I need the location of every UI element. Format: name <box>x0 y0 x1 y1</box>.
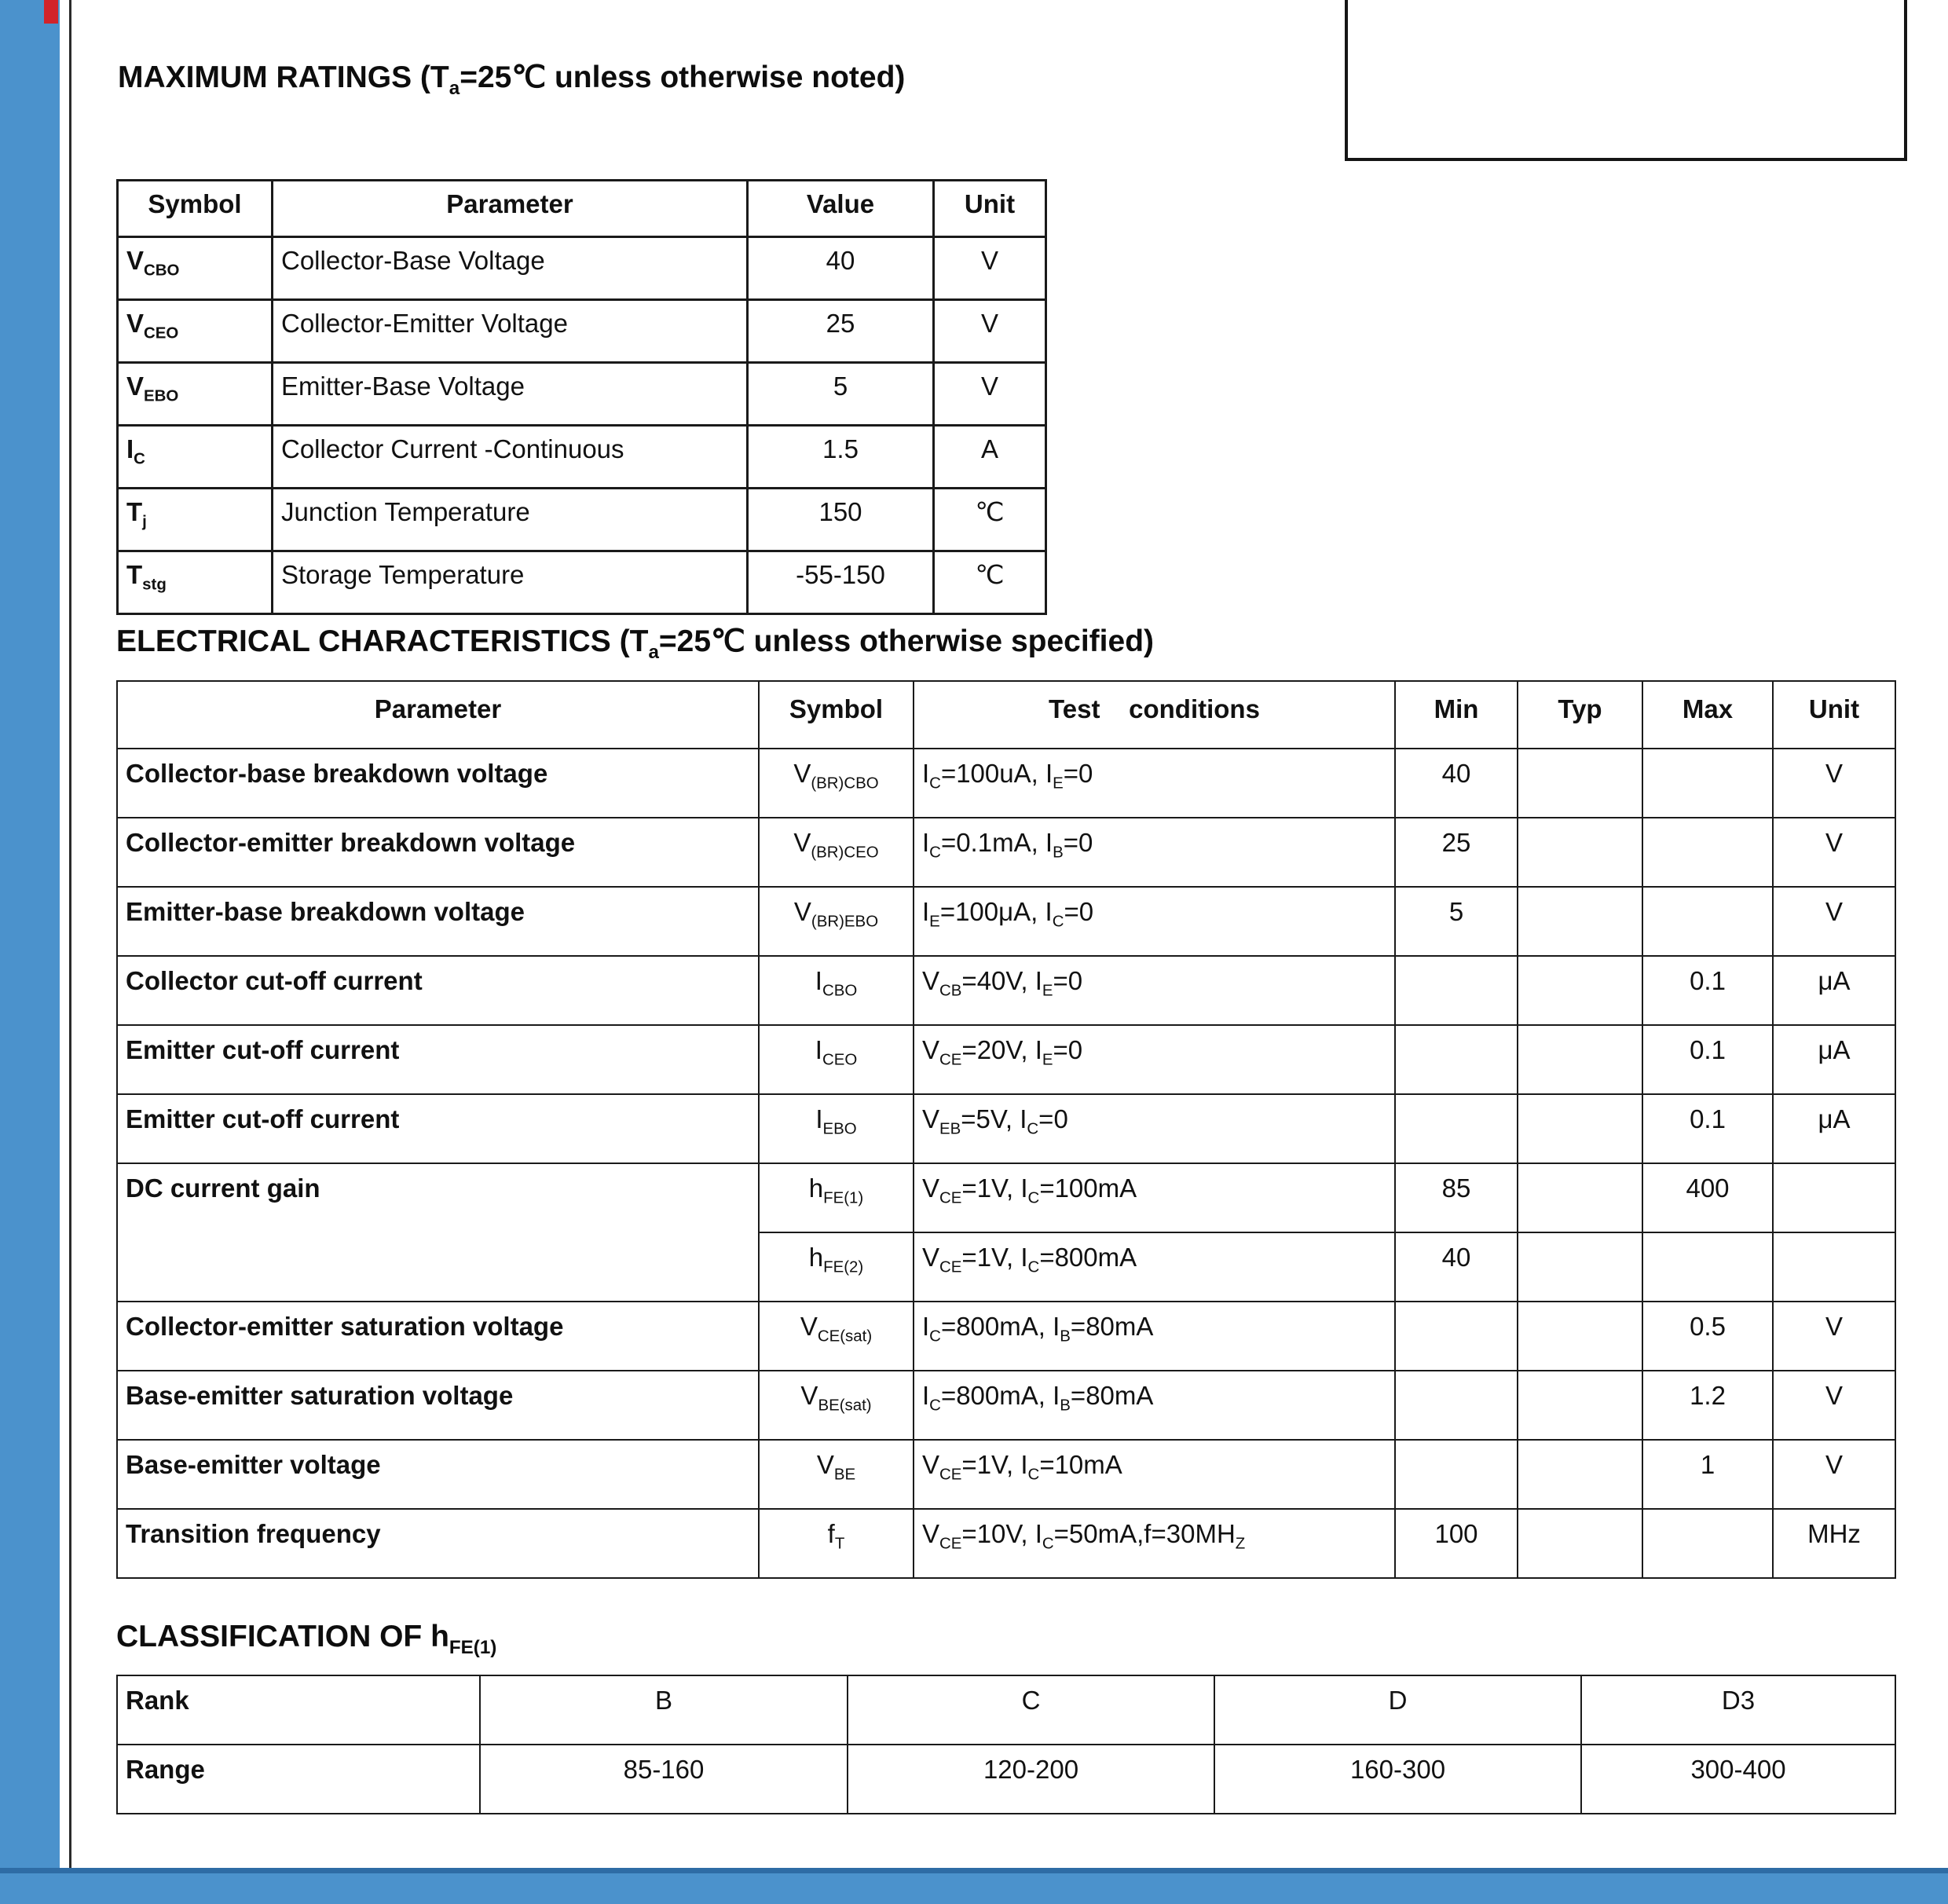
cell-value: 40 <box>748 237 934 300</box>
cell-min <box>1395 1371 1518 1440</box>
rank-cell: B <box>480 1675 848 1745</box>
range-cell: 85-160 <box>480 1745 848 1814</box>
cell-parameter: Collector-Emitter Voltage <box>273 300 748 363</box>
cell-unit: V <box>1773 1371 1895 1440</box>
cell-symbol: $I_{CEO}$ <box>759 1025 914 1094</box>
cell-typ <box>1518 1163 1642 1232</box>
table-row <box>117 1675 1895 1745</box>
hfe-classification-table <box>116 1675 1896 1814</box>
cell-parameter: Storage Temperature <box>273 551 748 614</box>
table-row <box>118 237 1046 300</box>
cell-symbol: $V_{BE}$ <box>759 1440 914 1509</box>
col-header-min: Min <box>1395 681 1518 749</box>
cell-typ <box>1518 1094 1642 1163</box>
cell-max: 1 <box>1642 1440 1773 1509</box>
col-header-typ: Typ <box>1518 681 1642 749</box>
cell-unit: ℃ <box>934 489 1046 551</box>
bottom-frame-bar <box>0 1868 1948 1904</box>
cell-typ <box>1518 749 1642 818</box>
cell-max: 0.1 <box>1642 1025 1773 1094</box>
table-row <box>117 887 1895 956</box>
cell-value: 5 <box>748 363 934 426</box>
cell-unit <box>1773 1232 1895 1302</box>
col-header-symbol: Symbol <box>118 181 273 237</box>
cell-symbol: $T_{stg}$ <box>118 551 273 614</box>
table-row <box>118 489 1046 551</box>
cell-parameter: Junction Temperature <box>273 489 748 551</box>
rank-cell: C <box>848 1675 1214 1745</box>
cell-min <box>1395 956 1518 1025</box>
cell-min: 40 <box>1395 749 1518 818</box>
cell-unit: V <box>1773 749 1895 818</box>
cell-conditions: $V_{EB}=5V$, $I_C=0$ <box>914 1094 1395 1163</box>
cell-unit: MHz <box>1773 1509 1895 1578</box>
cell-parameter: Collector-emitter breakdown voltage <box>117 818 759 887</box>
cell-min <box>1395 1025 1518 1094</box>
table-row <box>117 1440 1895 1509</box>
cell-symbol: $h_{FE(2)}$ <box>759 1232 914 1302</box>
cell-parameter: Collector cut-off current <box>117 956 759 1025</box>
table-header-row <box>117 681 1895 749</box>
cell-max <box>1642 1232 1773 1302</box>
col-header-unit: Unit <box>934 181 1046 237</box>
table-header-row <box>118 181 1046 237</box>
cell-value: 25 <box>748 300 934 363</box>
cell-typ <box>1518 1302 1642 1371</box>
cell-typ <box>1518 1440 1642 1509</box>
col-header-unit: Unit <box>1773 681 1895 749</box>
table-row <box>118 300 1046 363</box>
table-row <box>117 1163 1895 1232</box>
cell-conditions: $I_E=100\mu A$, $I_C=0$ <box>914 887 1395 956</box>
cell-parameter: Collector-Base Voltage <box>273 237 748 300</box>
cell-conditions: $V_{CE}=10V$, $I_C=50mA,f=30MH_Z$ <box>914 1509 1395 1578</box>
cell-typ <box>1518 818 1642 887</box>
cell-unit: μA <box>1773 1094 1895 1163</box>
electrical-characteristics-table <box>116 680 1896 1579</box>
cell-parameter: Emitter cut-off current <box>117 1094 759 1163</box>
cell-typ <box>1518 1509 1642 1578</box>
cell-typ <box>1518 1025 1642 1094</box>
cell-conditions: $V_{CE}=1V$, $I_C=10mA$ <box>914 1440 1395 1509</box>
table-row <box>117 1094 1895 1163</box>
cell-unit: V <box>934 363 1046 426</box>
cell-symbol: $I_{EBO}$ <box>759 1094 914 1163</box>
cell-unit: V <box>934 237 1046 300</box>
range-label-cell: Range <box>117 1745 480 1814</box>
table-row <box>117 1025 1895 1094</box>
cell-min: 100 <box>1395 1509 1518 1578</box>
table-row <box>117 1371 1895 1440</box>
cell-value: -55-150 <box>748 551 934 614</box>
cell-min: 5 <box>1395 887 1518 956</box>
cell-max <box>1642 749 1773 818</box>
cell-max: 0.5 <box>1642 1302 1773 1371</box>
cell-conditions: $V_{CE}=1V$, $I_C=100mA$ <box>914 1163 1395 1232</box>
table-row <box>117 956 1895 1025</box>
cell-symbol: $V_{CEO}$ <box>118 300 273 363</box>
cell-symbol: $V_{(BR)EBO}$ <box>759 887 914 956</box>
cell-parameter: DC current gain <box>117 1163 759 1302</box>
cell-parameter: Emitter cut-off current <box>117 1025 759 1094</box>
table-row <box>117 1509 1895 1578</box>
cell-min <box>1395 1094 1518 1163</box>
cell-max: 0.1 <box>1642 1094 1773 1163</box>
cell-value: 150 <box>748 489 934 551</box>
cell-conditions: $I_C=800mA$, $I_B=80mA$ <box>914 1302 1395 1371</box>
cell-symbol: $V_{(BR)CEO}$ <box>759 818 914 887</box>
table-row <box>117 1302 1895 1371</box>
table-row <box>118 363 1046 426</box>
cell-unit: V <box>1773 1302 1895 1371</box>
cell-value: 1.5 <box>748 426 934 489</box>
cell-min <box>1395 1302 1518 1371</box>
left-frame-bar <box>0 0 60 1904</box>
cell-symbol: $I_C$ <box>118 426 273 489</box>
cell-symbol: $V_{EBO}$ <box>118 363 273 426</box>
cell-unit: V <box>934 300 1046 363</box>
electrical-characteristics-title: ELECTRICAL CHARACTERISTICS ($T_a=25℃$ unless otherwise specified) <box>116 624 1155 663</box>
table-row <box>118 551 1046 614</box>
cell-max <box>1642 887 1773 956</box>
cell-unit: V <box>1773 887 1895 956</box>
max-ratings-title: MAXIMUM RATINGS ($T_a=25℃$ unless otherwise noted) <box>118 60 906 99</box>
cell-conditions: $V_{CE}=1V$, $I_C=800mA$ <box>914 1232 1395 1302</box>
table-row <box>117 1745 1895 1814</box>
range-cell: 300-400 <box>1581 1745 1895 1814</box>
cell-min <box>1395 1440 1518 1509</box>
range-cell: 160-300 <box>1214 1745 1581 1814</box>
cell-parameter: Collector-base breakdown voltage <box>117 749 759 818</box>
cell-parameter: Collector-emitter saturation voltage <box>117 1302 759 1371</box>
cell-unit: A <box>934 426 1046 489</box>
cell-parameter: Emitter-base breakdown voltage <box>117 887 759 956</box>
range-cell: 120-200 <box>848 1745 1214 1814</box>
col-header-value: Value <box>748 181 934 237</box>
cell-symbol: $V_{CBO}$ <box>118 237 273 300</box>
cell-conditions: $I_C=100uA$, $I_E=0$ <box>914 749 1395 818</box>
col-header-parameter: Parameter <box>273 181 748 237</box>
page-border-line <box>69 0 71 1868</box>
cell-unit: μA <box>1773 1025 1895 1094</box>
cell-symbol: $V_{BE(sat)}$ <box>759 1371 914 1440</box>
cell-min: 25 <box>1395 818 1518 887</box>
cell-parameter: Base-emitter voltage <box>117 1440 759 1509</box>
cell-conditions: $V_{CE}=20V$, $I_E=0$ <box>914 1025 1395 1094</box>
cell-symbol: $T_j$ <box>118 489 273 551</box>
cell-unit: V <box>1773 818 1895 887</box>
cell-conditions: $I_C=800mA$, $I_B=80mA$ <box>914 1371 1395 1440</box>
cell-max: 1.2 <box>1642 1371 1773 1440</box>
col-header-parameter: Parameter <box>117 681 759 749</box>
max-ratings-table <box>116 179 1047 615</box>
part-number-box <box>1345 0 1907 161</box>
corner-red-mark <box>44 0 58 24</box>
col-header-test-conditions: Test conditions <box>914 681 1395 749</box>
cell-unit: ℃ <box>934 551 1046 614</box>
cell-unit: μA <box>1773 956 1895 1025</box>
cell-min: 40 <box>1395 1232 1518 1302</box>
cell-max <box>1642 1509 1773 1578</box>
col-header-max: Max <box>1642 681 1773 749</box>
cell-unit: V <box>1773 1440 1895 1509</box>
cell-conditions: $V_{CB}=40V$, $I_E=0$ <box>914 956 1395 1025</box>
cell-typ <box>1518 1371 1642 1440</box>
cell-min: 85 <box>1395 1163 1518 1232</box>
cell-symbol: $f_T$ <box>759 1509 914 1578</box>
cell-parameter: Collector Current -Continuous <box>273 426 748 489</box>
cell-conditions: $I_C=0.1mA$, $I_B=0$ <box>914 818 1395 887</box>
cell-typ <box>1518 956 1642 1025</box>
cell-typ <box>1518 1232 1642 1302</box>
rank-label-cell: Rank <box>117 1675 480 1745</box>
col-header-symbol: Symbol <box>759 681 914 749</box>
table-row <box>118 426 1046 489</box>
cell-max: 0.1 <box>1642 956 1773 1025</box>
cell-symbol: $V_{(BR)CBO}$ <box>759 749 914 818</box>
table-row <box>117 818 1895 887</box>
cell-parameter: Base-emitter saturation voltage <box>117 1371 759 1440</box>
cell-symbol: $I_{CBO}$ <box>759 956 914 1025</box>
cell-symbol: $h_{FE(1)}$ <box>759 1163 914 1232</box>
cell-typ <box>1518 887 1642 956</box>
cell-parameter: Emitter-Base Voltage <box>273 363 748 426</box>
cell-parameter: Transition frequency <box>117 1509 759 1578</box>
cell-symbol: $V_{CE(sat)}$ <box>759 1302 914 1371</box>
rank-cell: D3 <box>1581 1675 1895 1745</box>
cell-unit <box>1773 1163 1895 1232</box>
cell-max: 400 <box>1642 1163 1773 1232</box>
classification-title: CLASSIFICATION OF $h_{FE(1)}$ <box>116 1620 497 1658</box>
rank-cell: D <box>1214 1675 1581 1745</box>
table-row <box>117 749 1895 818</box>
cell-max <box>1642 818 1773 887</box>
